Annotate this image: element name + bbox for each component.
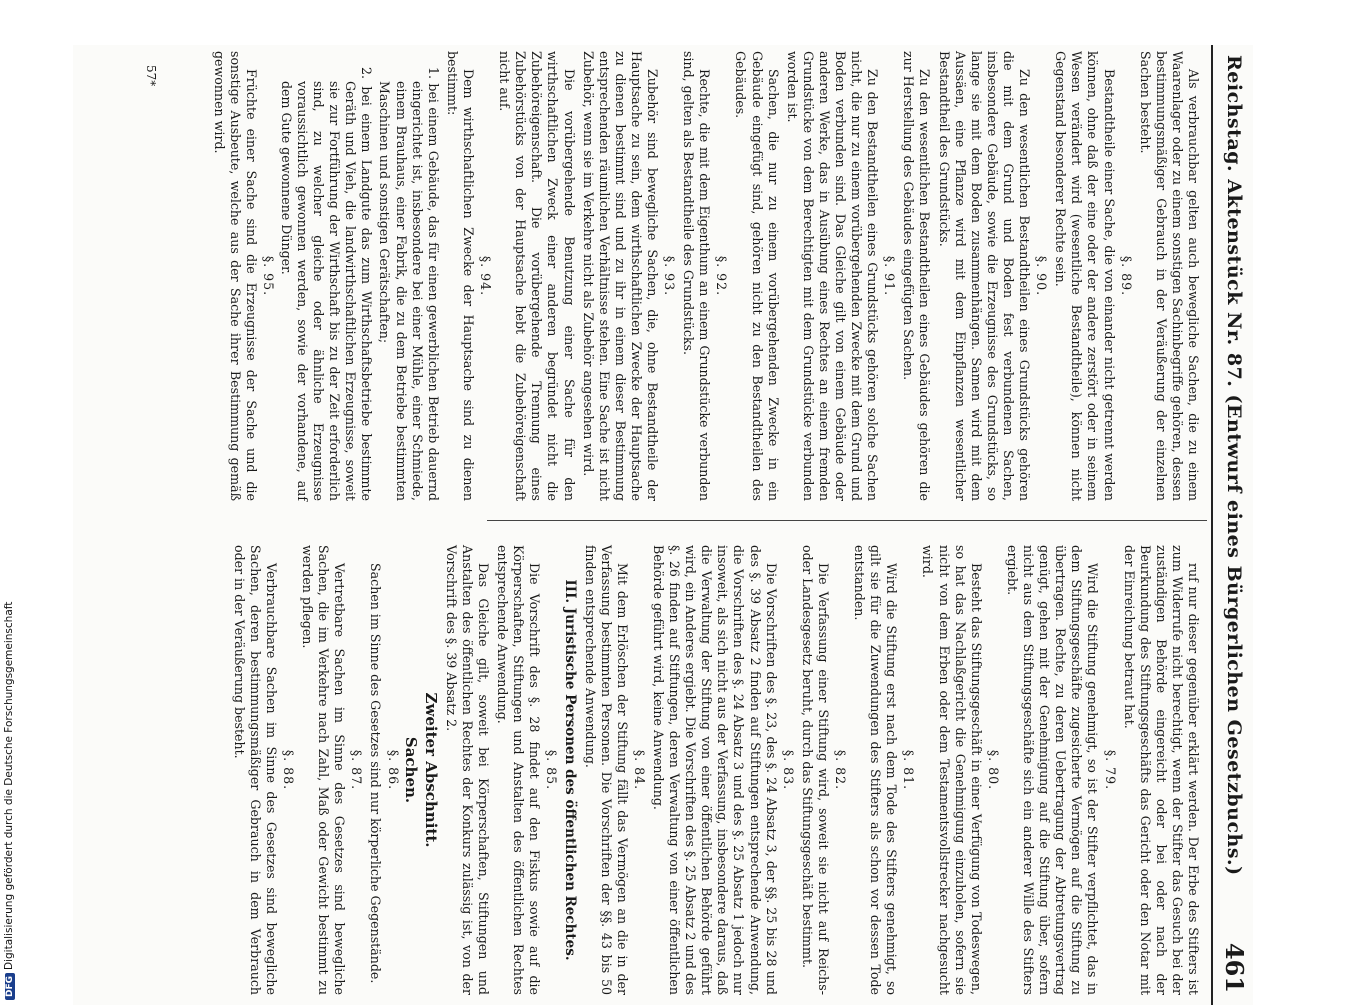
paragraph: Rechte, die mit dem Eigenthum an einem Grundstücke verbunden sind, gelten als Bestandtheile des Grundstücks. — [681, 51, 713, 501]
paragraph: Bestandtheile einer Sache, die von einander nicht getrennt werden können, ohne daß der eine oder der andere zerstört oder in seinem Wesen verändert wird (wesentliche Bestandtheile), können nicht Gegenstand besonderer Rechte sein. — [1053, 51, 1117, 501]
section-number: §. 83. — [780, 749, 796, 791]
section-number: §. 87. — [349, 749, 365, 791]
paragraph: Die vorübergehende Benutzung einer Sache für den wirthschaftlichen Zweck einer anderen begründet nicht die Zubehöreigenschaft. Die vorübergehende Trennung eines Zubehörstücks von der Hauptsache hebt die Zubehöreigenschaft nicht auf. — [497, 51, 577, 501]
section-number: §. 89. — [1118, 255, 1134, 297]
section-number: §. 93. — [662, 255, 678, 297]
paragraph: Zu den Bestandtheilen eines Grundstücks gehören solche Sachen nicht, die nur zu einem vorübergehenden Zwecke mit dem Grund und Boden verbunden sind. Das Gleiche gilt von einem Gebäude oder anderen Werke, das in Ausübung eines Rechtes an einem fremden Grundstücke von dem Berechtigten mit dem Grundstücke verbunden worden ist. — [784, 51, 881, 501]
signature-mark: 57* — [144, 65, 158, 87]
paragraph: Wird die Stiftung erst nach dem Tode des Stifters genehmigt, so gilt sie für die Zuwendungen des Stifters als schon vor dessen Tode entstanden. — [852, 545, 900, 995]
paragraph: Vertretbare Sachen im Sinne des Gesetzes sind bewegliche Sachen, die im Verkehre nach Zahl, Maß oder Gewicht bestimmt zu werden pflegen. — [300, 545, 348, 995]
paragraph: Als verbrauchbar gelten auch bewegliche Sachen, die zu einem Waarenlager oder zu einem sonstigen Sachinbegriffe gehören, dessen bestimmungsmäßiger Gebrauch in der Veräußerung der einzelnen Sachen besteht. — [1137, 51, 1201, 501]
section-number: §. 85. — [544, 749, 560, 791]
paragraph: Früchte einer Sache sind die Erzeugnisse der Sache und die sonstige Ausbeute, welche aus der Sache ihrer Bestimmung gemäß gewonnen wird. — [211, 51, 259, 501]
paragraph: Zu den wesentlichen Bestandtheilen eines Gebäudes gehören die zur Herstellung des Gebäudes eingefügten Sachen. — [901, 51, 933, 501]
right-text-column — [228, 545, 1201, 995]
dfg-logo-icon: DFG — [5, 973, 15, 1000]
section-number: §. 84. — [631, 749, 647, 791]
paragraph: Sachen, die nur zu einem vorübergehenden Zwecke in ein Gebäude eingefügt sind, gehören nicht zu den Bestandtheilen des Gebäudes. — [733, 51, 781, 501]
paragraph: Die Verfassung einer Stiftung wird, soweit sie nicht auf Reichs- oder Landesgesetz beruht, durch das Stiftungsgeschäft bestimmt. — [799, 545, 831, 995]
paragraph: Verbrauchbare Sachen im Sinne des Gesetzes sind bewegliche Sachen, deren bestimmungsmäßiger Gebrauch in dem Verbrauch oder in der Veräußerung besteht. — [231, 545, 279, 995]
funding-credit-text: Digitalisierung gefördert durch die Deutsche Forschungsgemeinschaft — [3, 601, 15, 970]
paragraph: Zu den wesentlichen Bestandtheilen eines Grundstücks gehören die mit dem Grund und Boden fest verbundenen Sachen, insbesondere Gebäude, sowie die Erzeugnisse des Grundstücks, so lange sie mit dem Boden zusammenhängen. Samen wird mit dem Aussäen, eine Pflanze wird mit dem Einpflanzen wesentlicher Bestandtheil des Grundstücks. — [936, 51, 1033, 501]
paragraph: Die Vorschrift des §. 28 findet auf den Fiskus sowie auf die Körperschaften, Stiftungen und Anstalten des öffentlichen Rechtes entsprechende Anwendung. — [495, 545, 543, 995]
section-number: §. 79. — [1102, 749, 1118, 791]
paragraph: Mit dem Erlöschen der Stiftung fällt das Vermögen an die in der Verfassung bestimmten Personen. Die Vorschriften der §§. 43 bis 50 finden entsprechende Anwendung. — [582, 545, 630, 995]
paragraph: Wird die Stiftung genehmigt, so ist der Stifter verpflichtet, das in dem Stiftungsgeschäfte zugesicherte Vermögen auf die Stiftung zu übertragen. Rechte, zu deren Uebertragung der Abtretungsvertrag genügt, gehen mit der Genehmigung auf die Stiftung über, sofern nicht aus dem Stiftungsgeschäfte sich ein anderer Wille des Stifters ergiebt. — [1004, 545, 1101, 995]
document-page — [73, 45, 1253, 1005]
funding-credit — [3, 0, 15, 1000]
chapter-heading: Zweiter Abschnitt. — [421, 692, 440, 848]
page-number: 461 — [1220, 942, 1249, 993]
section-heading: III. Juristische Personen des öffentlichen Rechtes. — [561, 579, 578, 961]
paragraph: Dem wirthschaftlichen Zwecke der Hauptsache sind zu dienen bestimmt: — [444, 51, 476, 501]
section-number: §. 90. — [1034, 255, 1050, 297]
funding-credit-strip — [3, 0, 27, 1000]
section-number: §. 91. — [882, 255, 898, 297]
list-item: 2. bei einem Landgute das zum Wirthschaftsbetriebe bestimmte Geräth und Vieh, die landwirthschaftlichen Erzeugnisse, soweit sie zur Fortführung der Wirthschaft bis zu der Zeit erforderlich sind, zu welcher gleiche oder ähnliche Erzeugnisse voraussichtlich gewonnen werden, sowie der vorhandene, auf dem Gute gewonnene Dünger. — [278, 67, 375, 501]
chapter-heading: Sachen. — [401, 736, 420, 804]
left-text-column — [207, 51, 1201, 501]
section-number: §. 81. — [901, 749, 917, 791]
section-number: §. 82. — [833, 749, 849, 791]
page-header — [1211, 45, 1253, 1005]
section-number: §. 80. — [985, 749, 1001, 791]
paragraph: Besteht das Stiftungsgeschäft in einer Verfügung von Todeswegen, so hat das Nachlaßgericht die Genehmigung einzuholen, sofern sie nicht von dem Erben oder dem Testamentsvollstrecker nachgesucht wird. — [920, 545, 984, 995]
section-number: §. 95. — [260, 255, 276, 297]
section-number: §. 88. — [281, 749, 297, 791]
paragraph: Das Gleiche gilt, soweit bei Körperschaften, Stiftungen und Anstalten des öffentlichen Rechtes der Konkurs zulässig ist, von der Vorschrift des §. 39 Absatz 2. — [443, 545, 492, 995]
section-number: §. 86. — [385, 749, 401, 791]
column-divider — [487, 520, 1207, 521]
paragraph: ruf nur dieser gegenüber erklärt werden. Der Erbe des Stifters ist zum Widerrufe nicht berechtigt, wenn der Stifter das Gesuch bei der zuständigen Behörde eingereicht oder bei oder nach der Beurkundung des Stiftungsgeschäfts das Gericht oder den Notar mit der Einreichung betraut hat. — [1121, 545, 1201, 995]
paragraph: Sachen im Sinne des Gesetzes sind nur körperliche Gegenstände. — [368, 563, 384, 984]
section-number: §. 92. — [714, 255, 730, 297]
paragraph: Zubehör sind bewegliche Sachen, die, ohne Bestandtheile der Hauptsache zu sein, dem wirthschaftlichen Zwecke der Hauptsache zu dienen bestimmt sind und zu ihr in einem dieser Bestimmung entsprechenden räumlichen Verhältnisse stehen. Eine Sache ist nicht Zubehör, wenn sie im Verkehre nicht als Zubehör angesehen wird. — [580, 51, 660, 501]
paragraph: Die Vorschriften des §. 23, des §. 24 Absatz 3, der §§. 25 bis 28 und des §. 39 Absatz 2 finden auf Stiftungen entsprechende Anwendung, die Vorschriften des §. 24 Absatz 3 und des §. 25 Absatz 1 jedoch nur insoweit, als sich nicht aus der Verfassung, insbesondere daraus, daß die Verwaltung der Stiftung von einer öffentlichen Behörde geführt wird, ein Anderes ergiebt. Die Vorschriften des §. 25 Absatz 2 und des §. 26 finden auf Stiftungen, deren Verwaltung von einer öffentlichen Behörde geführt wird, keine Anwendung. — [651, 545, 779, 995]
section-number: §. 94. — [478, 255, 494, 297]
list-item: 1. bei einem Gebäude, das für einen gewerblichen Betrieb dauernd eingerichtet ist, insbesondere bei einer Mühle, einer Schmiede, einem Brauhaus, einer Fabrik, die zu dem Betriebe bestimmten Maschinen und sonstigen Gerätschaften; — [377, 67, 441, 501]
page-header-title: Reichstag. Aktenstück Nr. 87. (Entwurf eines Bürgerlichen Gesetzbuchs.) — [1223, 55, 1245, 876]
